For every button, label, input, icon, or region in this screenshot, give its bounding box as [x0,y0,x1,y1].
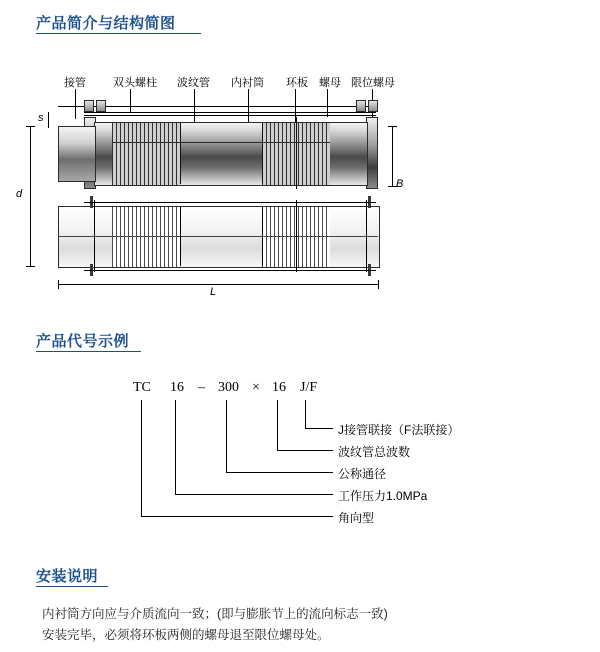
code-token-jf: J/F [300,380,318,395]
callout-label-shuangtouluozhu: 双头螺柱 [113,77,157,89]
install-note-1: 内衬筒方向应与介质流向一致；(即与膨胀节上的流向标志一致) [42,607,388,621]
flange-left-bottom [94,200,95,272]
dim-L-label: L [210,286,217,298]
code-desc-pressure: 工作压力1.0MPa [338,489,428,503]
code-leader-300 [226,400,227,472]
callout-label-neichentong: 内衬筒 [231,77,264,89]
dim-B-label: B [396,178,404,190]
section-title-install-underline [36,586,108,587]
top-ref-line [58,106,378,107]
structure-diagram [0,60,600,298]
callout-lead-5 [295,89,296,103]
code-leader-jf [305,400,306,428]
callout-lead-3 [194,89,195,103]
code-token-300: 300 [218,380,239,395]
code-leader-tc [141,400,142,516]
dim-L-line [58,284,378,285]
bellows-left [112,122,180,186]
code-desc-diameter: 公称通径 [338,467,387,481]
code-connector-tc [141,516,333,517]
code-token-tc: TC [133,380,151,395]
stud-rod-bottom-2 [84,270,376,271]
dim-L-tick-right [378,280,379,289]
callout-label-jieguan: 接管 [64,77,86,89]
liner-sleeve-line [112,142,330,143]
dim-d-line [30,126,31,266]
code-desc-waves: 波纹管总波数 [338,445,411,459]
code-example-diagram [0,370,600,530]
code-connector-16b [277,450,333,451]
code-desc-type: 角向型 [338,511,375,525]
ring-plate-left [180,122,181,184]
section-title-install: 安装说明 [36,568,99,585]
code-token-16a: 16 [170,380,184,395]
end-pipe-left [58,126,96,182]
callout-label-xianweiluomu: 限位螺母 [351,77,395,89]
section-title-code-underline [36,351,141,352]
code-connector-16a [175,494,333,495]
ring-plate-left-bottom [180,206,181,266]
code-token-16b: 16 [272,380,286,395]
stud-rod-bottom [84,202,376,203]
dim-d-tick-bottom [26,266,35,267]
ring-plate-right [262,122,263,184]
code-leader-16b [277,400,278,450]
code-desc-connection: J接管联接（F法联接） [338,423,460,437]
pipe-body-bottom [58,206,380,268]
limit-nut-left [84,100,94,112]
ring-plate-right-bottom [262,206,263,266]
callout-lead-1 [75,89,76,103]
dim-B-line [392,126,393,186]
install-note-2: 安装完毕，必须将环板两侧的螺母退至限位螺母处。 [42,628,330,642]
callout-lead-2 [130,89,131,103]
centerline-bottom [58,236,378,237]
stud-rod-top-2 [84,115,376,116]
callout-lead-6 [327,89,328,103]
code-token-times: × [252,380,260,395]
callout-lead-4 [248,89,249,103]
dim-d-label: d [16,188,23,200]
section-title-intro-underline [36,33,201,34]
code-connector-300 [226,472,333,473]
code-leader-16a [175,400,176,494]
code-connector-jf [305,428,333,429]
ring-plate-center [296,117,297,189]
dim-B-tick-top [388,126,397,127]
flange-right-bottom [366,200,367,272]
callout-label-huanban: 环板 [286,77,308,89]
ring-plate-center-bottom [296,200,297,272]
dim-s-label: s [38,112,44,124]
stud-rod-top [84,112,376,113]
section-title-intro: 产品简介与结构简图 [36,15,176,32]
dim-d-tick-top [26,126,35,127]
callout-label-bowenguan: 波纹管 [177,77,210,89]
nut-left [96,100,106,112]
bellows-left-bottom [112,206,180,268]
dim-s-line [48,112,49,128]
code-token-dash: – [198,380,205,395]
callout-label-luomu: 螺母 [319,77,341,89]
limit-nut-right [368,100,378,112]
nut-right [356,100,366,112]
section-title-code: 产品代号示例 [36,333,130,350]
dim-L-tick-left [58,280,59,289]
